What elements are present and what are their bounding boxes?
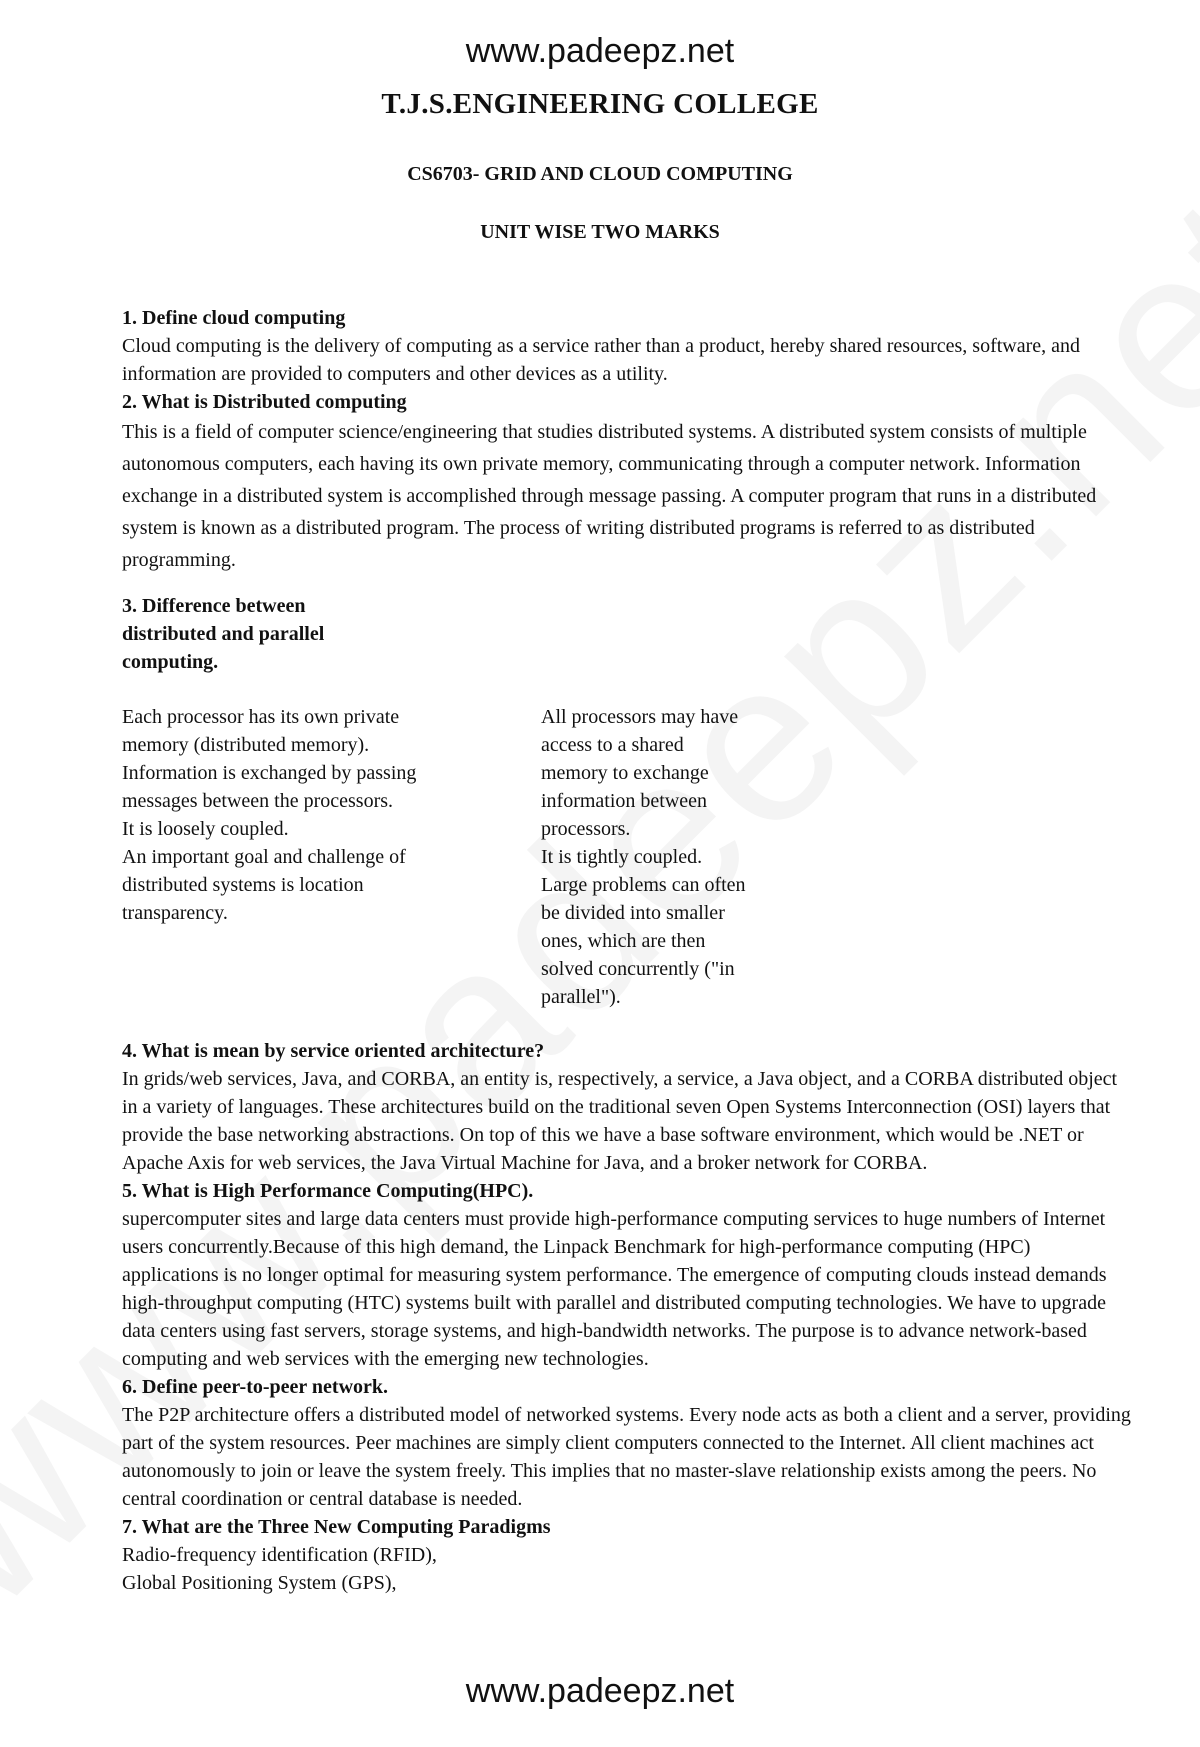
q2-heading: 2. What is Distributed computing <box>122 391 407 413</box>
parallel-line: parallel"). <box>541 986 621 1008</box>
q6-answer: The P2P architecture offers a distributed model of networked systems. Every node acts as both a client and a server, providing part of the system resources. Peer machines are simply client computers connected to the Internet. All client machines act autonomously to join or leave the system freely. This implies that no master-slave relationship exists among the peers. No central coordination or central database is needed. <box>122 1404 1131 1510</box>
section-q1-q2 <box>122 304 1132 576</box>
q5-heading: 5. What is High Performance Computing(HPC). <box>122 1180 534 1202</box>
distributed-column <box>122 703 492 927</box>
distributed-line: An important goal and challenge of <box>122 846 406 868</box>
q3-heading-line: 3. Difference between <box>122 595 306 617</box>
q4-heading: 4. What is mean by service oriented architecture? <box>122 1040 545 1062</box>
header-site-url[interactable]: www.padeepz.net <box>465 32 735 70</box>
parallel-line: memory to exchange <box>541 762 709 784</box>
q7-item: Global Positioning System (GPS), <box>122 1572 397 1594</box>
distributed-line: Each processor has its own private <box>122 706 400 728</box>
q2-answer: This is a field of computer science/engineering that studies distributed systems. A distributed system consists of multiple autonomous computers, each having its own private memory, communicating through a computer network. Information exchange in a distributed system is accomplished through message passing. A computer program that runs in a distributed system is known as a distributed program. The process of writing distributed programs is referred to as distributed programming. <box>122 421 1097 571</box>
college-title: T.J.S.ENGINEERING COLLEGE <box>381 88 819 120</box>
parallel-line: Large problems can often <box>541 874 746 896</box>
parallel-line: ones, which are then <box>541 930 706 952</box>
q4-answer: In grids/web services, Java, and CORBA, an entity is, respectively, a service, a Java object, and a CORBA distributed object in a variety of languages. These architectures build on the traditional seven Open Systems Interconnection (OSI) layers that provide the base networking abstractions. On top of this we have a base software environment, which would be .NET or Apache Axis for web services, the Java Virtual Machine for Java, and a broker network for CORBA. <box>122 1068 1118 1174</box>
footer-site-url[interactable]: www.padeepz.net <box>465 1672 735 1710</box>
unit-title: UNIT WISE TWO MARKS <box>480 221 720 243</box>
q3-heading-line: computing. <box>122 651 219 673</box>
q7-heading: 7. What are the Three New Computing Paradigms <box>122 1516 551 1538</box>
distributed-line: memory (distributed memory). <box>122 734 370 756</box>
q1-heading: 1. Define cloud computing <box>122 307 346 329</box>
q1-answer: Cloud computing is the delivery of computing as a service rather than a product, hereby shared resources, software, and information are provided to computers and other devices as a utility. <box>122 335 1081 385</box>
parallel-line: access to a shared <box>541 734 684 756</box>
parallel-line: be divided into smaller <box>541 902 725 924</box>
q6-heading: 6. Define peer-to-peer network. <box>122 1376 389 1398</box>
distributed-line: transparency. <box>122 902 228 924</box>
q7-item: Radio-frequency identification (RFID), <box>122 1544 437 1566</box>
parallel-column <box>541 703 811 1011</box>
parallel-line: It is tightly coupled. <box>541 846 703 868</box>
parallel-line: solved concurrently ("in <box>541 958 735 980</box>
parallel-line: information between <box>541 790 708 812</box>
distributed-line: messages between the processors. <box>122 790 394 812</box>
distributed-line: distributed systems is location <box>122 874 364 896</box>
q3-heading-line: distributed and parallel <box>122 623 325 645</box>
q5-answer: supercomputer sites and large data centers must provide high-performance computing services to huge numbers of Internet users concurrently.Because of this high demand, the Linpack Benchmark for high-performance computing (HPC) applications is no longer optimal for measuring system performance. The emergence of computing clouds instead demands high-throughput computing (HTC) systems built with parallel and distributed computing technologies. We have to upgrade data centers using fast servers, storage systems, and high-bandwidth networks. The purpose is to advance network-based computing and web services with the emerging new technologies. <box>122 1208 1107 1370</box>
parallel-line: processors. <box>541 818 631 840</box>
distributed-line: Information is exchanged by passing <box>122 762 417 784</box>
parallel-line: All processors may have <box>541 706 739 728</box>
subject-title: CS6703- GRID AND CLOUD COMPUTING <box>407 163 793 185</box>
q3-heading <box>122 592 382 676</box>
distributed-line: It is loosely coupled. <box>122 818 289 840</box>
section-q4-q7 <box>122 1037 1132 1597</box>
